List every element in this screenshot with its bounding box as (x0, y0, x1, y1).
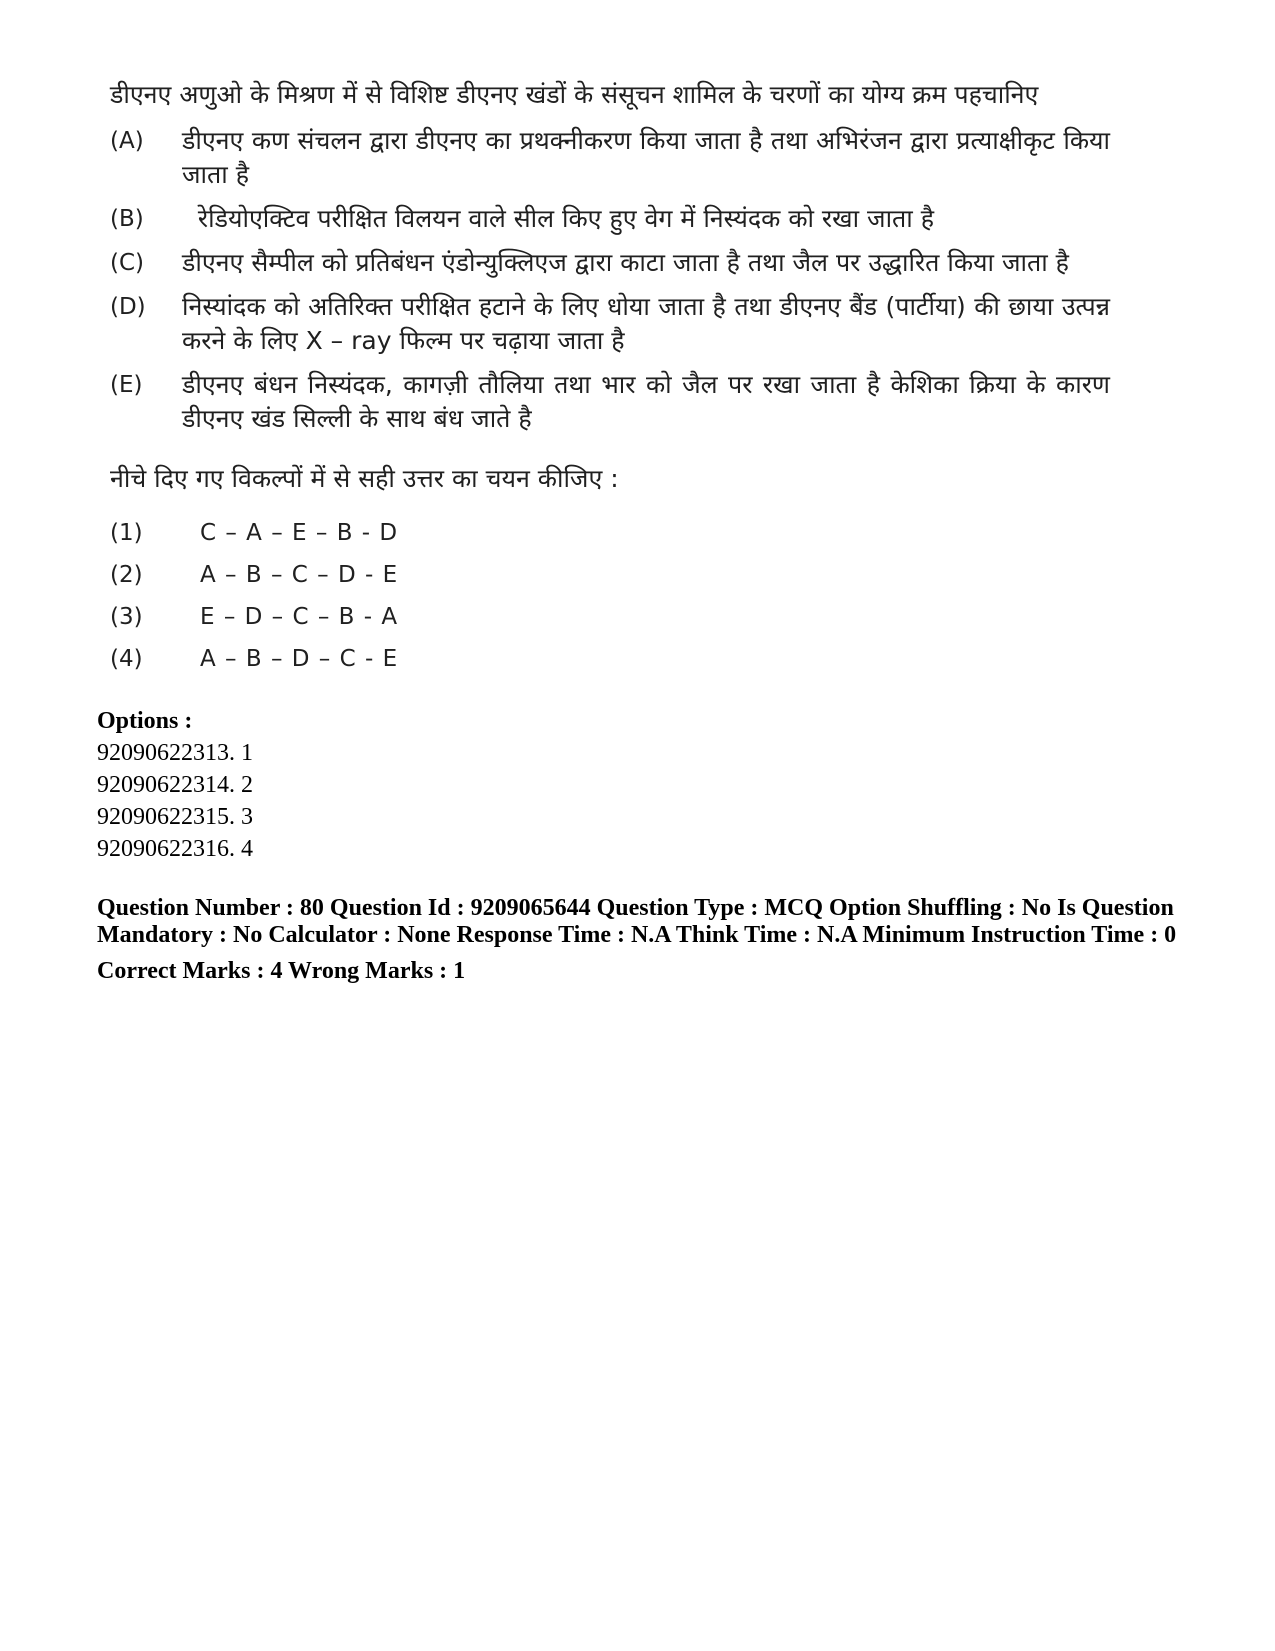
choice-label: (4) (110, 646, 143, 672)
statement-text: डीएनए कण संचलन द्वारा डीएनए का प्रथक्नीकरण किया जाता है तथा अभिरंजन द्वारा प्रत्याक्षीकृट किया जाता है (182, 126, 1110, 189)
statement-a (110, 124, 1110, 192)
choice-label: (1) (110, 520, 143, 546)
choice-2 (110, 554, 1110, 596)
statement-text: निस्यांदक को अतिरिक्त परीक्षित हटाने के लिए धोया जाता है तथा डीएनए बैंड (पार्टीया) की छाया उत्पन्न करने के लिए X – ray फिल्म पर चढ़ाया जाता है (182, 292, 1110, 355)
choice-label: (3) (110, 604, 143, 630)
choice-4 (110, 638, 1110, 680)
statement-label: (B) (110, 206, 144, 232)
choice-3 (110, 596, 1110, 638)
choice-sequence: C – A – E – B - D (200, 520, 399, 546)
statement-label: (A) (110, 128, 144, 154)
option-item: 92090622316. 4 (97, 836, 253, 862)
question-block (110, 78, 1110, 680)
choice-label: (2) (110, 562, 143, 588)
statement-label: (E) (110, 372, 143, 398)
statement-d (110, 290, 1110, 358)
options-heading: Options : (97, 708, 193, 734)
question-metadata (97, 705, 1177, 987)
marks-info: Correct Marks : 4 Wrong Marks : 1 (97, 958, 466, 984)
statement-text: रेडियोएक्टिव परीक्षित विलयन वाले सील किए हुए वेग में निस्यंदक को रखा जाता है (182, 204, 935, 233)
option-item: 92090622314. 2 (97, 772, 253, 798)
question-stem: डीएनए अणुओ के मिश्रण में से विशिष्ट डीएनए खंडों के संसूचन शामिल के चरणों का योग्य क्रम पहचानिए (110, 80, 1039, 109)
next-question-info: Question Number : 80 Question Id : 9209065644 Question Type : MCQ Option Shuffling : No Is Question Mandatory : No Calculator : None Response Time : N.A Think Time : N.A Minimum Instruction Time : 0 (97, 895, 1177, 948)
choice-sequence: E – D – C – B - A (200, 604, 399, 630)
choice-sequence: A – B – C – D - E (200, 562, 399, 588)
option-item: 92090622315. 3 (97, 804, 253, 830)
choice-sequence: A – B – D – C - E (200, 646, 399, 672)
statement-label: (D) (110, 294, 146, 320)
statement-b (110, 202, 1110, 236)
statement-text: डीएनए सैम्पील को प्रतिबंधन एंडोन्युक्लिएज द्वारा काटा जाता है तथा जैल पर उद्धारित किया जाता है (182, 248, 1069, 277)
statement-label: (C) (110, 250, 145, 276)
statement-e (110, 368, 1110, 436)
statement-c (110, 246, 1110, 280)
answer-instruction: नीचे दिए गए विकल्पों में से सही उत्तर का चयन कीजिए : (110, 464, 619, 493)
choice-1 (110, 512, 1110, 554)
option-item: 92090622313. 1 (97, 740, 253, 766)
statement-text: डीएनए बंधन निस्यंदक, कागज़ी तौलिया तथा भार को जैल पर रखा जाता है केशिका क्रिया के कारण डीएनए खंड सिल्ली के साथ बंध जाते है (182, 370, 1110, 433)
